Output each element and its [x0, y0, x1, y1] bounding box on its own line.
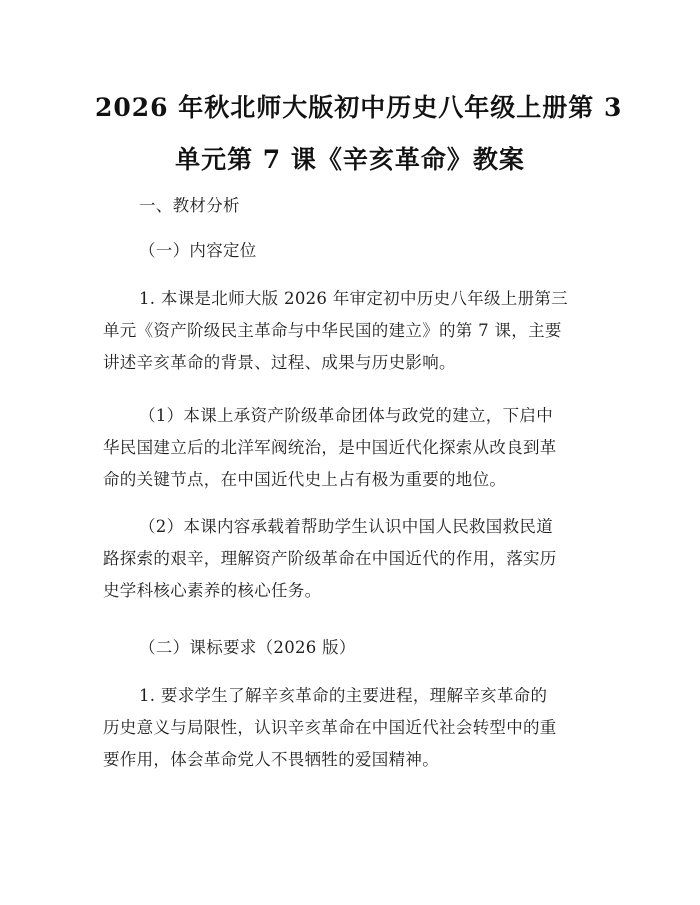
paragraph-line: （2）本课内容承载着帮助学生认识中国人民救国救民道	[139, 517, 553, 536]
subsection-heading-text: （一）内容定位	[139, 241, 257, 260]
paragraph-line: 要作用，体会革命党人不畏牺牲的爱国精神。	[103, 750, 439, 769]
paragraph-line: 路探索的艰辛，理解资产阶级革命在中国近代的作用，落实历	[103, 549, 557, 568]
paragraph-line: 单元《资产阶级民主革命与中华民国的建立》的第 7 课，主要	[103, 321, 562, 340]
section-heading-textbook-analysis	[103, 190, 603, 222]
paragraph-line: 历史意义与局限性，认识辛亥革命在中国近代社会转型中的重	[103, 718, 557, 737]
subsection-heading-content-positioning	[103, 235, 603, 267]
paragraph-line: （1）本课上承资产阶级革命团体与政党的建立，下启中	[139, 406, 553, 425]
section-heading-text: 一、教材分析	[139, 196, 240, 215]
paragraph-course-mission	[103, 511, 603, 607]
paragraph-line: 史学科核心素养的核心任务。	[103, 581, 322, 600]
paragraph-line: 讲述辛亥革命的背景、过程、成果与历史影响。	[103, 353, 456, 372]
subsection-heading-text: （二）课标要求（2026 版）	[139, 638, 356, 657]
subsection-heading-curriculum-standards	[103, 632, 603, 664]
paragraph-line: 华民国建立后的北洋军阀统治，是中国近代化探索从改良到革	[103, 438, 557, 457]
paragraph-course-position	[103, 400, 603, 496]
paragraph-line: 命的关键节点，在中国近代史上占有极为重要的地位。	[103, 470, 507, 489]
paragraph-line: 1. 本课是北师大版 2026 年审定初中历史八年级上册第三	[139, 289, 568, 308]
paragraph-curriculum-requirements	[103, 680, 603, 776]
paragraph-line: 1. 要求学生了解辛亥革命的主要进程，理解辛亥革命的	[139, 686, 548, 705]
paragraph-course-introduction	[103, 283, 603, 379]
document-title-line-1: 2026 年秋北师大版初中历史八年级上册第 3	[95, 93, 623, 122]
document-title-line-2: 单元第 7 课《辛亥革命》教案	[175, 145, 525, 174]
